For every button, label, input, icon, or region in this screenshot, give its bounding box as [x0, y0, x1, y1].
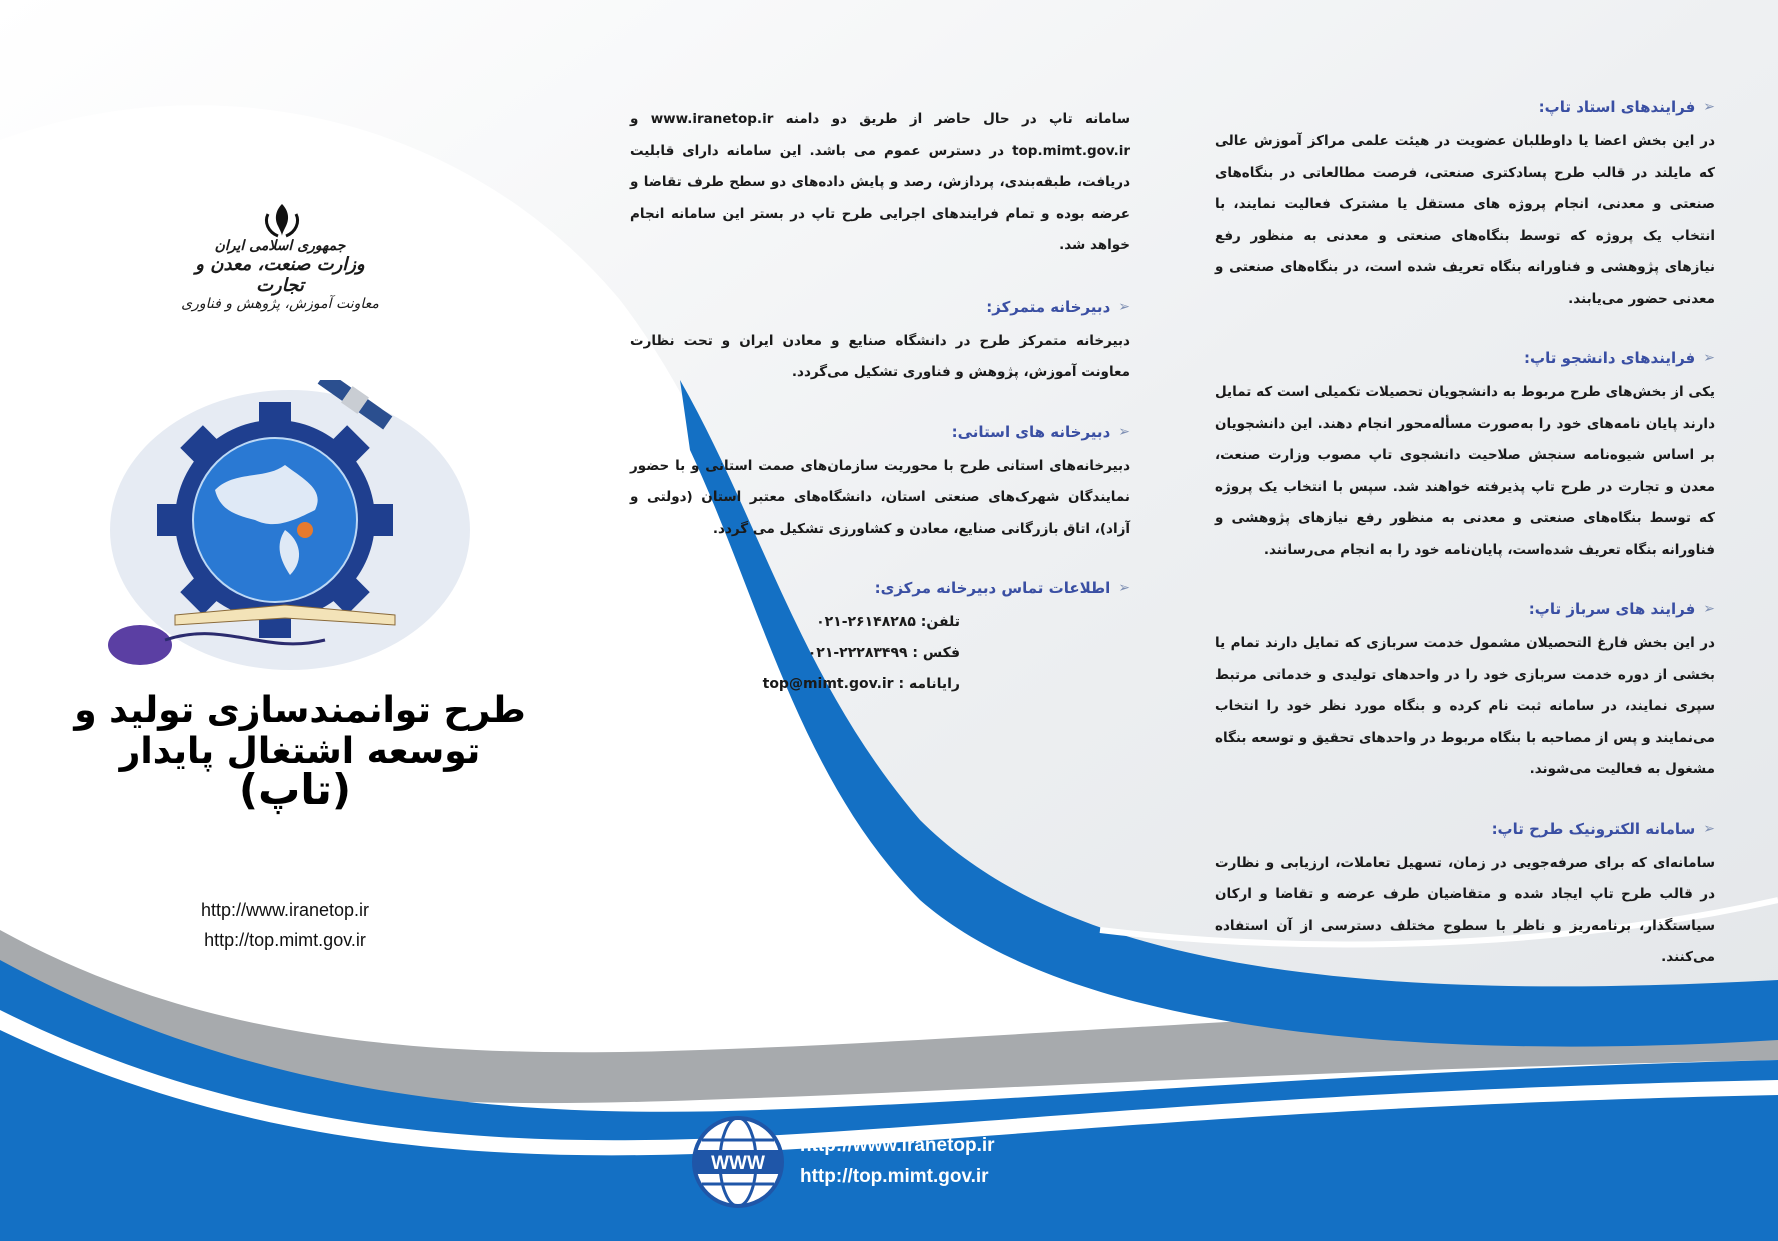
arrow-bullet-icon: ➢	[1118, 423, 1130, 440]
section-title: فرایندهای استاد تاپ:	[1538, 98, 1696, 116]
arrow-bullet-icon: ➢	[1703, 820, 1715, 837]
ministry-logo	[170, 238, 390, 312]
cover-urls	[150, 895, 420, 955]
arrow-bullet-icon: ➢	[1703, 350, 1715, 366]
footer-url-link[interactable]: http://www.iranetop.ir	[800, 1135, 995, 1156]
www-label: WWW	[711, 1153, 765, 1174]
section-body: یکی از بخش‌های طرح مربوط به دانشجویان تحصیلات تکمیلی است که تمایل دارند پایان نامه‌های خود را به‌صورت مسأله‌محور انجام دهند. این دانشجویان بر اساس شیوه‌نامه سنجش صلاحیت دانشجوی تاپ مصوب وزارت صنعت، معدن و تجارت در طرح تاپ پذیرفته خواهند شد. سپس با انتخاب یک پروژه که توسط بنگاه‌های صنعتی و معدنی به منظور رفع نیازهای پژوهشی و فناورانه بنگاه تعریف شده‌است، پایان‌نامه خود را به انجام می‌رسانند.	[1215, 384, 1715, 558]
arrow-bullet-icon: ➢	[1118, 298, 1130, 315]
contact-phone: تلفن: ۰۲۱-۲۶۱۴۸۲۸۵	[816, 614, 960, 630]
section-body: سامانه‌ای که برای صرفه‌جویی در زمان، تسهیل تعاملات، ارزیابی و نظارت در قالب طرح تاپ ایجاد شده و متقاضیان طرف عرضه و تقاضا و ارکان سیاستگذار، برنامه‌ریز و ناظر با سطوح مختلف دسترسی از آن استفاده می‌کنند.	[1215, 854, 1715, 965]
section-professor	[1215, 98, 1715, 315]
email-link[interactable]: top@mimt.gov.ir	[762, 676, 894, 692]
section-central-secretariat	[630, 298, 1130, 389]
footer-urls	[800, 1130, 995, 1192]
cover-url-link[interactable]: http://top.mimt.gov.ir	[204, 930, 366, 950]
section-body: دبیرخانه‌های استانی طرح با محوریت سازمان‌های صمت استانی و با حضور نمایندگان شهرک‌های صنعتی استان، دانشگاه‌های معتبر استان (دولتی و آزاد)، اتاق بازرگانی صنایع، معادن و کشاورزی تشکیل می گردد.	[630, 457, 1130, 537]
section-electronic-system	[1215, 820, 1715, 974]
phone-value: ۰۲۱-۲۶۱۴۸۲۸۵	[816, 614, 916, 630]
intro-paragraph: سامانه تاپ در حال حاضر از طریق دو دامنه www.iranetop.ir و top.mimt.gov.ir در دسترس عموم می باشد. این سامانه دارای قابلیت دریافت، طبقه‌بندی، پردازش، رصد و پایش داده‌های دو سطح طرف تقاضا و عرضه بوده و تمام فرایندهای اجرایی طرح تاپ در بستر این سامانه انجام خواهد شد.	[630, 111, 1130, 253]
cover-url-link[interactable]: http://www.iranetop.ir	[200, 900, 370, 920]
section-title: فرایندهای دانشجو تاپ:	[1524, 349, 1696, 367]
section-body: در این بخش اعضا یا داوطلبان عضویت در هیئت علمی مراکز آموزش عالی که مایلند در قالب طرح پسادکتری صنعتی، فرصت مطالعاتی در بنگاه‌های صنعتی و معدنی، انجام پروژه های مستقل یا مشترک فعالیت نمایند، با انتخاب یک پروژه که توسط بنگاه‌های صنعتی و معدنی به منظور رفع نیازهای پژوهشی و فناورانه بنگاه تعریف شده است، در بنگاه‌های صنعتی و معدنی حضور می‌یابند.	[1215, 133, 1715, 307]
section-contact	[630, 579, 1130, 700]
cover-panel	[0, 0, 610, 1241]
logo-line-ministry: وزارت صنعت، معدن و تجارت	[195, 254, 365, 296]
fax-value: ۰۲۱-۲۲۲۸۳۴۹۹	[807, 645, 908, 661]
www-globe-icon	[690, 1114, 786, 1210]
arrow-bullet-icon: ➢	[1703, 601, 1715, 617]
section-title: دبیرخانه های استانی:	[951, 422, 1111, 441]
arrow-bullet-icon: ➢	[1703, 99, 1715, 115]
iran-emblem-icon	[260, 200, 304, 240]
section-provincial-secretariats	[630, 423, 1130, 546]
contact-email: رایانامه : top@mimt.gov.ir	[762, 676, 960, 692]
cover-title: طرح توانمندسازی تولید و توسعه اشتغال پایدار	[74, 690, 526, 772]
footer-links	[690, 1110, 1030, 1220]
cover-subtitle: (تاپ)	[238, 765, 352, 814]
section-student	[1215, 349, 1715, 566]
middle-column	[630, 104, 1130, 734]
section-body: در این بخش فارغ التحصیلان مشمول خدمت سربازی که تمایل دارند تمام یا بخشی از دوره خدمت سربازی خود را در واحدهای تولیدی و خدماتی مرتبط سپری نمایند، در سامانه ثبت نام کرده و بنگاه مورد نظر خود را انتخاب می‌نمایند و پس از مصاحبه با بنگاه مربوط در واحدهای تحقیق و توسعه بنگاه مشغول به فعالیت می‌شوند.	[1215, 635, 1715, 777]
section-body: دبیرخانه متمرکز طرح در دانشگاه صنایع و معادن ایران و تحت نظارت معاونت آموزش، پژوهش و فناوری تشکیل می‌گردد.	[630, 332, 1130, 380]
section-soldier	[1215, 600, 1715, 786]
section-title: دبیرخانه متمرکز:	[986, 297, 1111, 316]
footer-url-link[interactable]: http://top.mimt.gov.ir	[800, 1166, 989, 1187]
logo-line-country: جمهوری اسلامی ایران	[214, 238, 346, 254]
logo-line-deputy: معاونت آموزش، پژوهش و فناوری	[181, 296, 379, 312]
arrow-bullet-icon: ➢	[1118, 580, 1130, 596]
section-title: سامانه الکترونیک طرح تاپ:	[1491, 819, 1696, 838]
right-column	[1215, 98, 1715, 1008]
contact-fax: فکس : ۰۲۱-۲۲۲۸۳۴۹۹	[807, 645, 960, 661]
section-title: اطلاعات تماس دبیرخانه مرکزی:	[874, 579, 1111, 597]
section-title: فرایند های سرباز تاپ:	[1528, 600, 1696, 618]
globe-gear-satellite-icon	[105, 380, 475, 680]
